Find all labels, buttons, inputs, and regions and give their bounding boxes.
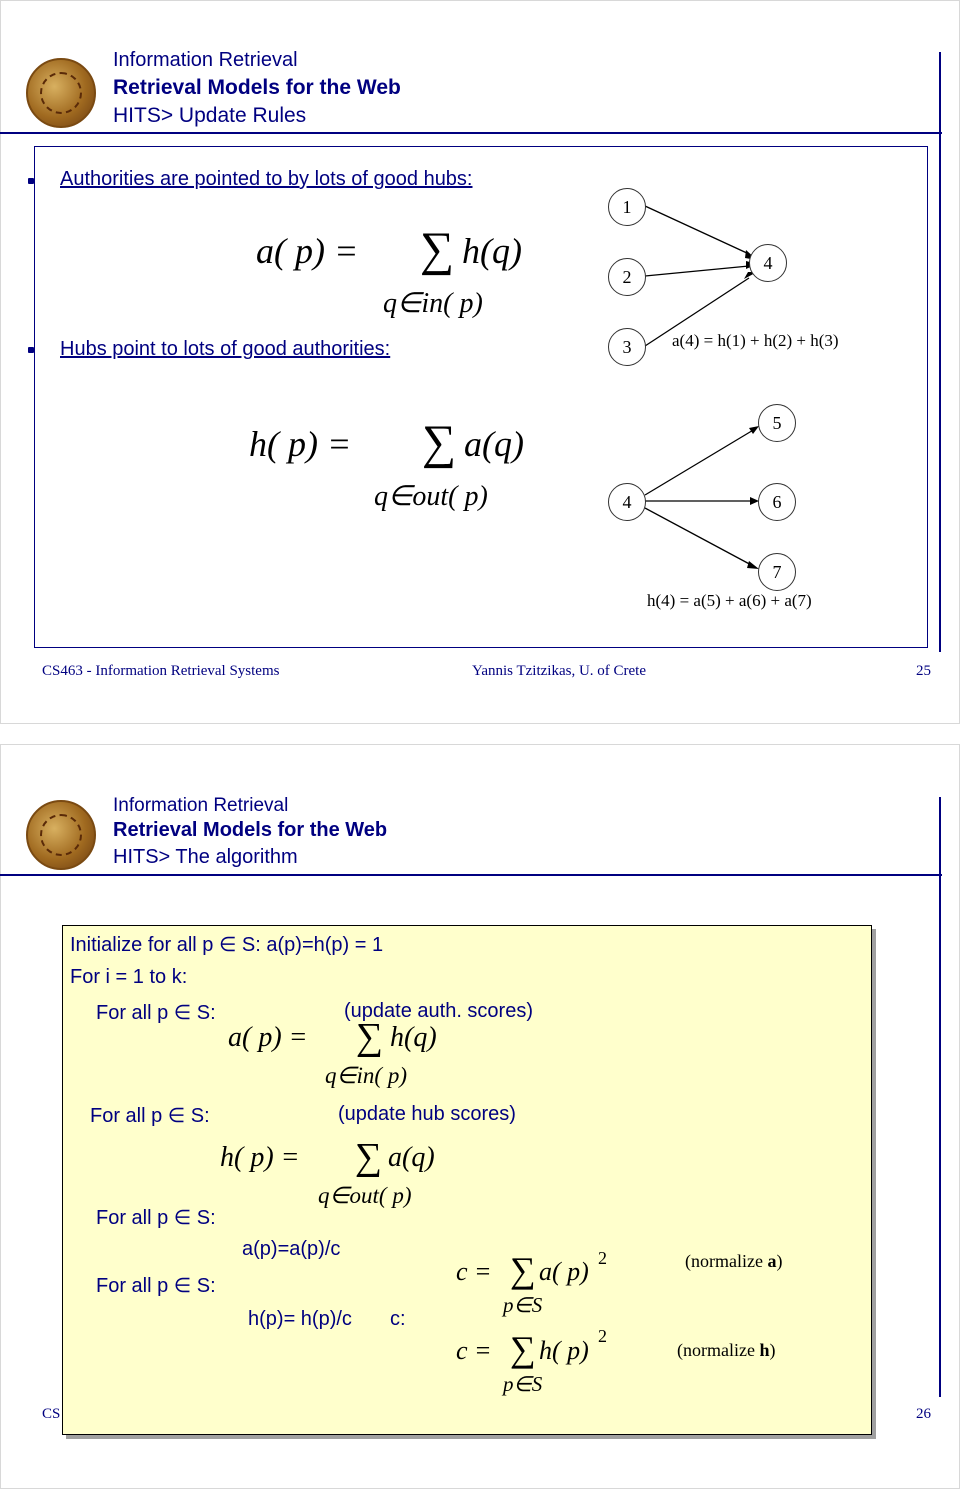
summation-symbol: ∑ — [510, 1250, 536, 1290]
summation-symbol: ∑ — [356, 1016, 384, 1058]
algorithm-forall-auth: For all p ∈ S: — [96, 1002, 216, 1024]
algorithm-loop: For i = 1 to k: — [70, 966, 188, 988]
header-course: Information Retrieval — [113, 49, 298, 71]
formula-authority-subscript: q∈in( p) — [383, 288, 483, 319]
summation-symbol: ∑ — [510, 1329, 536, 1369]
algorithm-forall-norm-a: For all p ∈ S: — [96, 1207, 216, 1229]
normalize-h-note: (normalize h) — [677, 1340, 776, 1360]
algorithm-c-label: c: — [390, 1308, 406, 1330]
graph-node-4: 4 — [608, 483, 646, 521]
header-course: Information Retrieval — [113, 795, 289, 816]
header-subtopic: HITS> Update Rules — [113, 104, 307, 127]
summation-symbol: ∑ — [355, 1136, 383, 1178]
algorithm-forall-hub: For all p ∈ S: — [90, 1105, 210, 1127]
footer-course: CS — [42, 1406, 61, 1422]
summation-symbol: ∑ — [422, 416, 457, 469]
graph-edges — [0, 0, 960, 720]
summation-symbol: ∑ — [420, 223, 455, 276]
university-logo — [26, 800, 96, 870]
c-formula-a-lhs: c = — [456, 1257, 492, 1286]
header-vertical-rule — [939, 797, 941, 1397]
footer-page-number: 25 — [916, 663, 931, 679]
graph-node-1: 1 — [608, 188, 646, 226]
header-topic: Retrieval Models for the Web — [113, 819, 388, 841]
bullet-hubs: Hubs point to lots of good authorities: — [60, 338, 391, 360]
c-formula-h-lhs: c = — [456, 1336, 492, 1365]
bullet-authorities: Authorities are pointed to by lots of good hubs: — [60, 168, 473, 190]
graph2-caption: h(4) = a(5) + a(6) + a(7) — [647, 591, 812, 610]
graph-node-6: 6 — [758, 483, 796, 521]
c-formula-h-exponent: 2 — [598, 1326, 607, 1346]
c-formula-a-subscript: p∈S — [503, 1293, 543, 1317]
c-formula-a-exponent: 2 — [598, 1248, 607, 1268]
alg-hub-formula-lhs: h( p) = — [220, 1142, 300, 1173]
footer-page-number: 26 — [916, 1406, 931, 1422]
alg-hub-formula-subscript: q∈out( p) — [318, 1183, 412, 1208]
graph-node-2: 2 — [608, 258, 646, 296]
formula-authority-term: h(q) — [462, 231, 522, 271]
graph1-caption: a(4) = h(1) + h(2) + h(3) — [672, 331, 839, 350]
algorithm-norm-a-expr: a(p)=a(p)/c — [242, 1238, 341, 1260]
c-formula-h-subscript: p∈S — [503, 1372, 543, 1396]
algorithm-forall-norm-h: For all p ∈ S: — [96, 1275, 216, 1297]
formula-hub-term: a(q) — [464, 424, 524, 464]
algorithm-norm-h-expr: h(p)= h(p)/c — [248, 1308, 352, 1330]
graph-node-4: 4 — [749, 244, 787, 282]
algorithm-hub-note: (update hub scores) — [338, 1103, 516, 1125]
c-formula-h-term: h( p) — [539, 1336, 589, 1365]
algorithm-init: Initialize for all p ∈ S: a(p)=h(p) = 1 — [70, 934, 384, 956]
algorithm-auth-note: (update auth. scores) — [344, 1000, 533, 1022]
graph-node-3: 3 — [608, 328, 646, 366]
formula-authority-lhs: a( p) = — [256, 231, 359, 271]
alg-auth-formula-subscript: q∈in( p) — [325, 1063, 407, 1088]
graph-node-5: 5 — [758, 404, 796, 442]
header-subtopic: HITS> The algorithm — [113, 846, 298, 868]
c-formula-a-term: a( p) — [539, 1257, 589, 1286]
graph-node-7: 7 — [758, 553, 796, 591]
normalize-a-note: (normalize a) — [685, 1251, 783, 1271]
header-topic: Retrieval Models for the Web — [113, 76, 401, 99]
alg-auth-formula-term: h(q) — [390, 1022, 437, 1053]
footer-course: CS463 - Information Retrieval Systems — [42, 663, 280, 679]
formula-hub-subscript: q∈out( p) — [374, 481, 488, 512]
footer-author: Yannis Tzitzikas, U. of Crete — [472, 663, 647, 679]
alg-auth-formula-lhs: a( p) = — [228, 1022, 308, 1053]
header-horizontal-rule — [0, 874, 942, 876]
alg-hub-formula-term: a(q) — [388, 1142, 435, 1173]
formula-hub-lhs: h( p) = — [249, 424, 352, 464]
